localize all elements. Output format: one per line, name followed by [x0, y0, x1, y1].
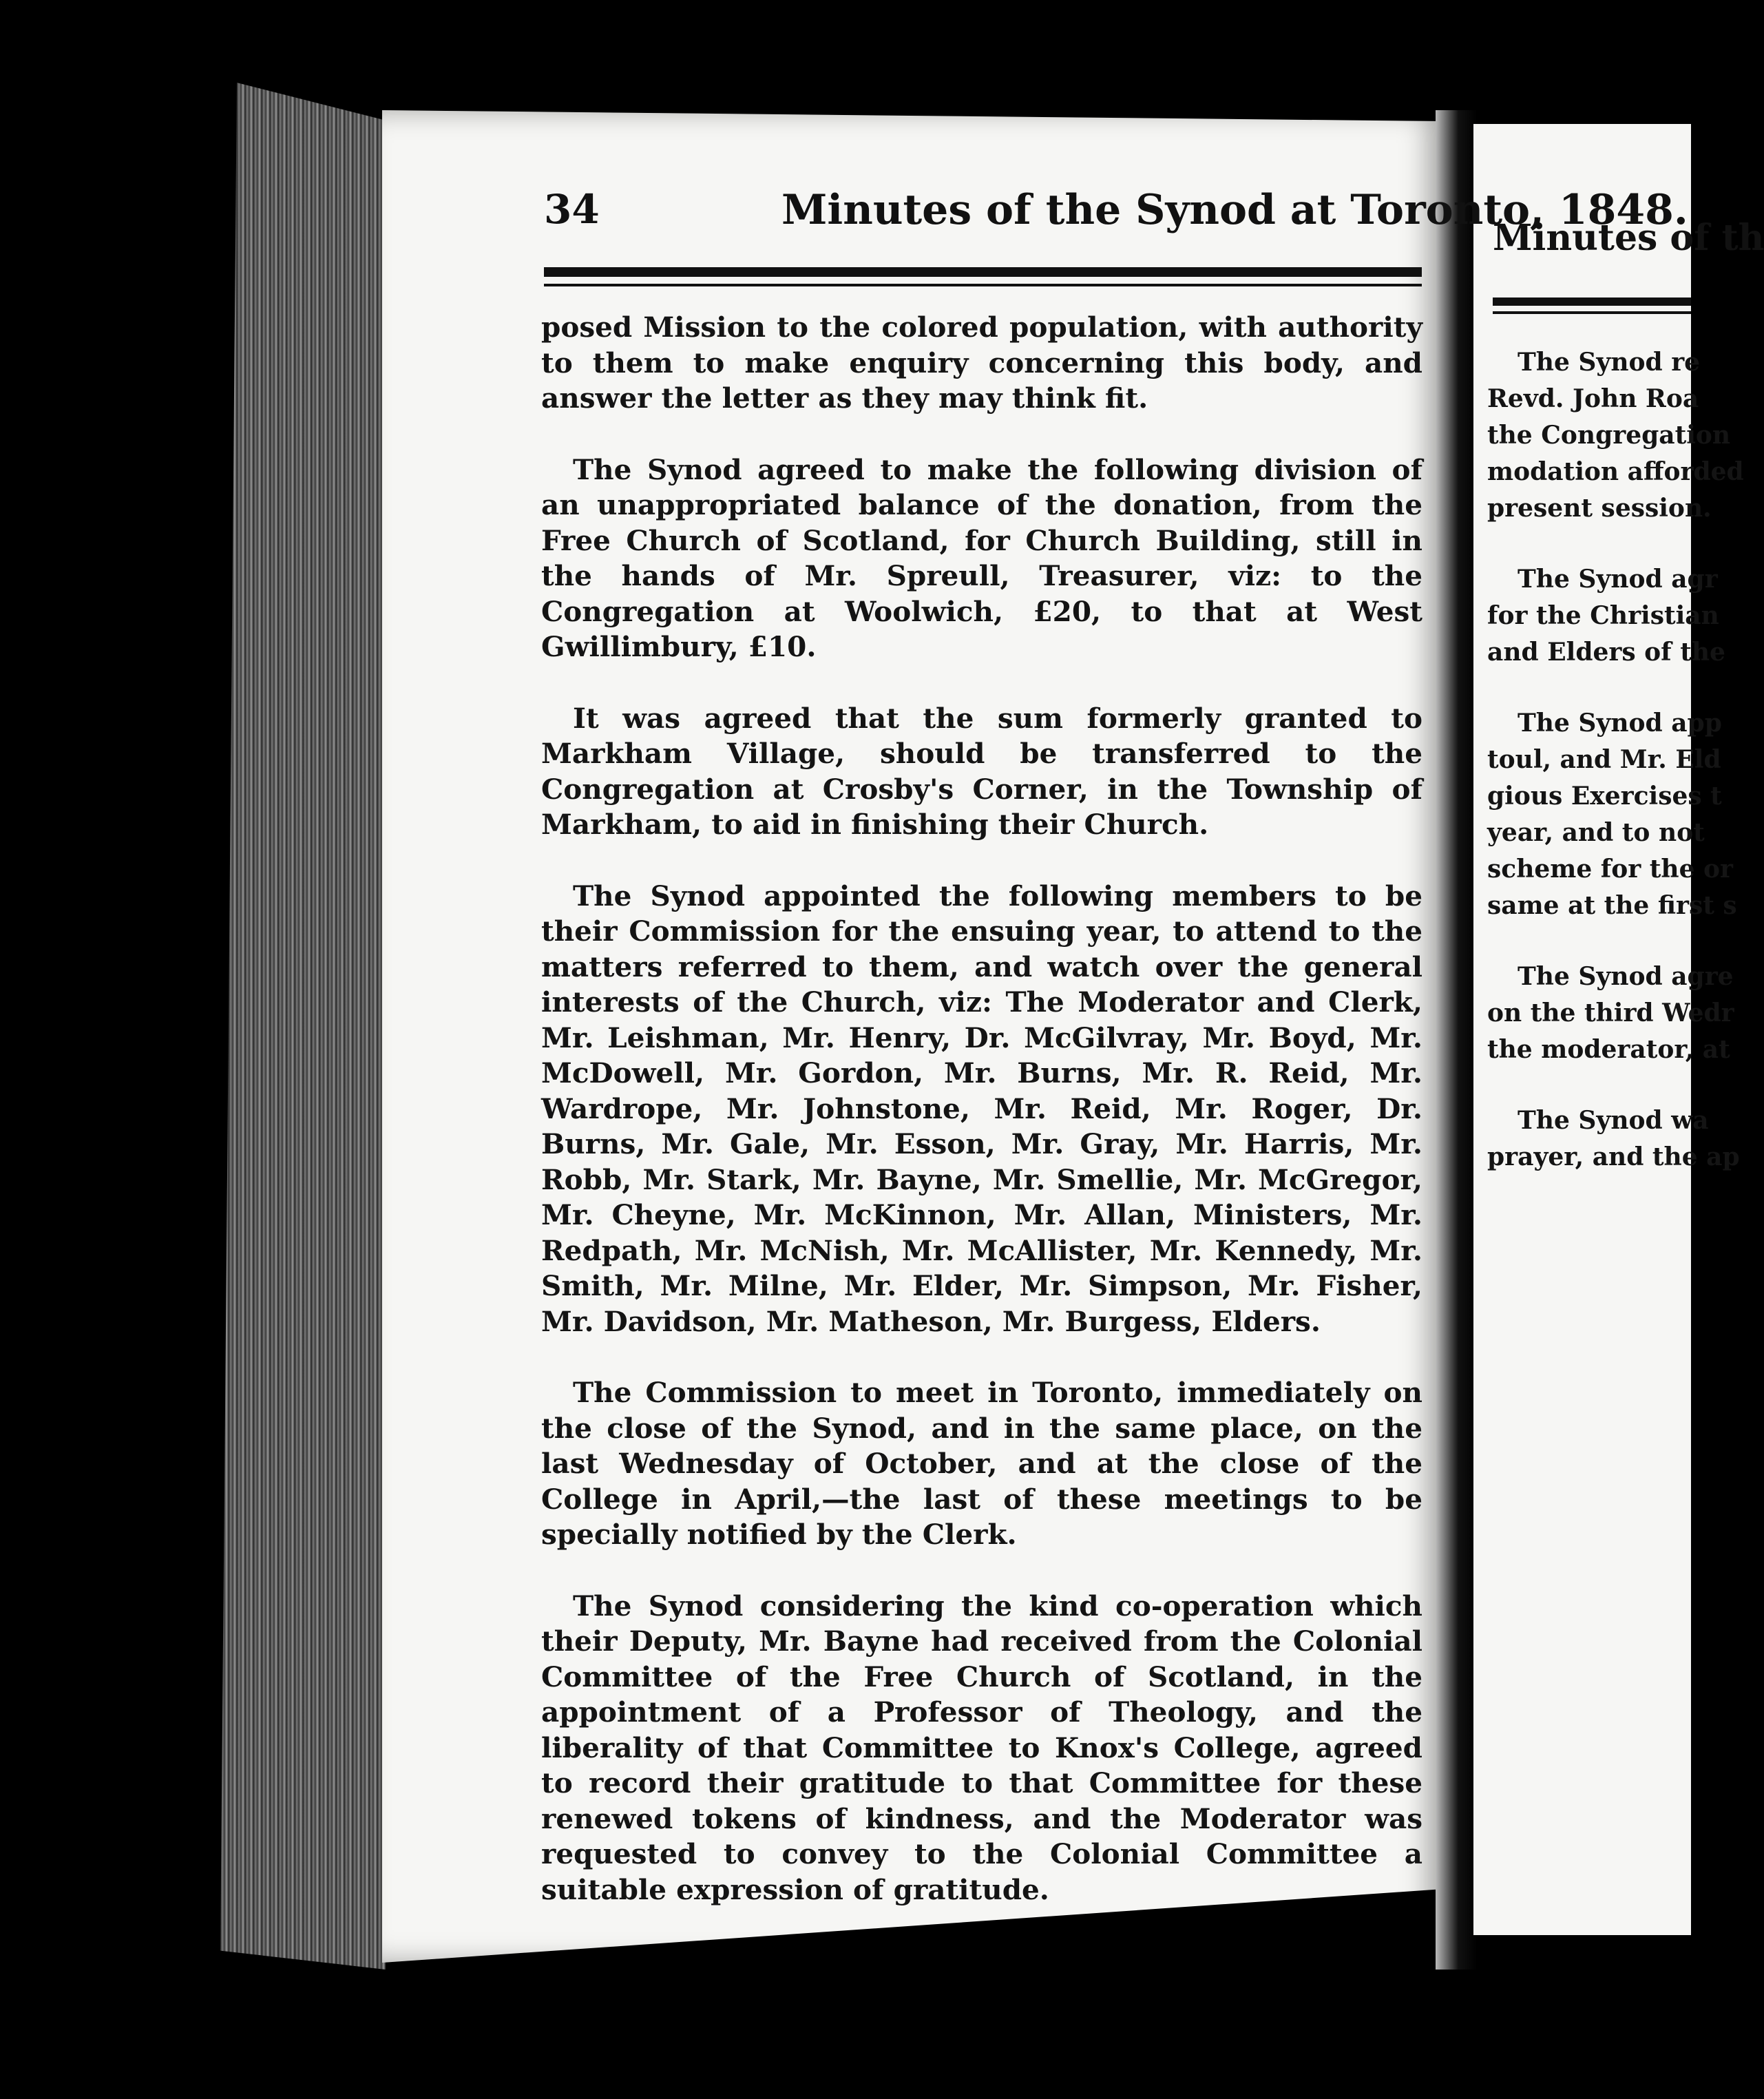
right-paragraph: [1487, 705, 1737, 924]
paragraph: The Synod considering the kind co-operation which their Deputy, Mr. Bayne had received from the Colonial Committee of the Free Church of Scotland, in the appointment of a Professor of Theology, and the liberality of that Committee to Knox's College, agreed to record their gratitude to that Committee for these renewed tokens of kindness, and the Moderator was requested to convey to the Colonial Committee a suitable expression of gratitude.: [541, 1589, 1422, 1906]
right-header-rule-thin: [1493, 311, 1691, 314]
text-line: prayer, and the ap: [1487, 1142, 1740, 1171]
paragraph: The Synod agreed to make the following division of an unappropriated balance of the donation, from the Free Church of Scotland, for Church Building, still in the hands of Mr. Spreull, Treasurer, viz: to the Congregation at Woolwich, £20, to that at West Gwillimbury, £10.: [541, 452, 1422, 663]
paragraph: The Commission to meet in Toronto, immediately on the close of the Synod, and in the same place, on the last Wednesday of October, and at the close of the College in April,—the last of these meetings to be specially notified by the Clerk.: [541, 1376, 1422, 1551]
header-rule: [544, 267, 1422, 277]
text-line: The Synod wa: [1518, 1106, 1709, 1135]
running-head: Minutes of the Synod at Toronto, 1848.: [781, 186, 1688, 234]
book-edge: [220, 83, 386, 1970]
text-line: for the Christian: [1487, 601, 1719, 630]
page-number: 34: [544, 186, 600, 233]
text-line: year, and to not: [1487, 818, 1705, 847]
paragraph: posed Mission to the colored population, with authority to them to make enquiry concerning this body, and answer the letter as they may think fit.: [541, 311, 1422, 415]
text-line: Revd. John Roa: [1487, 384, 1699, 413]
text-line: The Synod agr: [1518, 565, 1718, 594]
header-rule-thin: [544, 284, 1422, 286]
book-gutter: [1436, 110, 1477, 1970]
paragraph: It was agreed that the sum formerly granted to Markham Village, should be transferred to the Congregation at Crosby's Corner, in the Township of Markham, to aid in finishing their Church.: [541, 701, 1422, 841]
right-paragraph: [1487, 561, 1725, 671]
text-line: on the third Wedr: [1487, 999, 1734, 1027]
text-line: toul, and Mr. Eld: [1487, 745, 1721, 774]
right-page-running-head: Minutes of th: [1493, 217, 1764, 259]
right-page-body: [1487, 344, 1744, 1210]
text-line: modation afforded: [1487, 457, 1744, 486]
text-line: the Congregation: [1487, 421, 1731, 450]
text-line: the moderator, at: [1487, 1035, 1730, 1064]
left-page-header: [544, 186, 1688, 248]
paragraph: The Synod appointed the following members to be their Commission for the ensuing year, to attend to the matters referred to them, and watch over the general interests of the Church, viz: The Moderator and Clerk, Mr. Leishman, Mr. Henry, Dr. McGilvray, Mr. Boyd, Mr. McDowell, Mr. Gordon, Mr. Burns, Mr. R. Reid, Mr. Wardrope, Mr. Johnstone, Mr. Reid, Mr. Roger, Dr. Burns, Mr. Gale, Mr. Esson, Mr. Gray, Mr. Harris, Mr. Robb, Mr. Stark, Mr. Bayne, Mr. Smellie, Mr. McGregor, Mr. Cheyne, Mr. McKinnon, Mr. Allan, Ministers, Mr. Redpath, Mr. McNish, Mr. McAllister, Mr. Kennedy, Mr. Smith, Mr. Milne, Mr. Elder, Mr. Simpson, Mr. Fisher, Mr. Davidson, Mr. Matheson, Mr. Burgess, Elders.: [541, 879, 1422, 1338]
text-line: gious Exercises t: [1487, 782, 1722, 811]
text-line: scheme for the or: [1487, 855, 1734, 884]
text-line: and Elders of the: [1487, 638, 1725, 667]
right-paragraph: [1487, 1103, 1740, 1176]
left-page-body: [541, 310, 1422, 1943]
right-header-rule: [1493, 297, 1691, 306]
text-line: The Synod re: [1518, 348, 1701, 377]
text-line: The Synod agre: [1518, 962, 1734, 991]
text-line: same at the first s: [1487, 891, 1737, 920]
text-line: present session.: [1487, 494, 1712, 523]
right-paragraph: [1487, 959, 1734, 1068]
right-paragraph: [1487, 344, 1744, 527]
text-line: The Synod app: [1518, 709, 1722, 738]
